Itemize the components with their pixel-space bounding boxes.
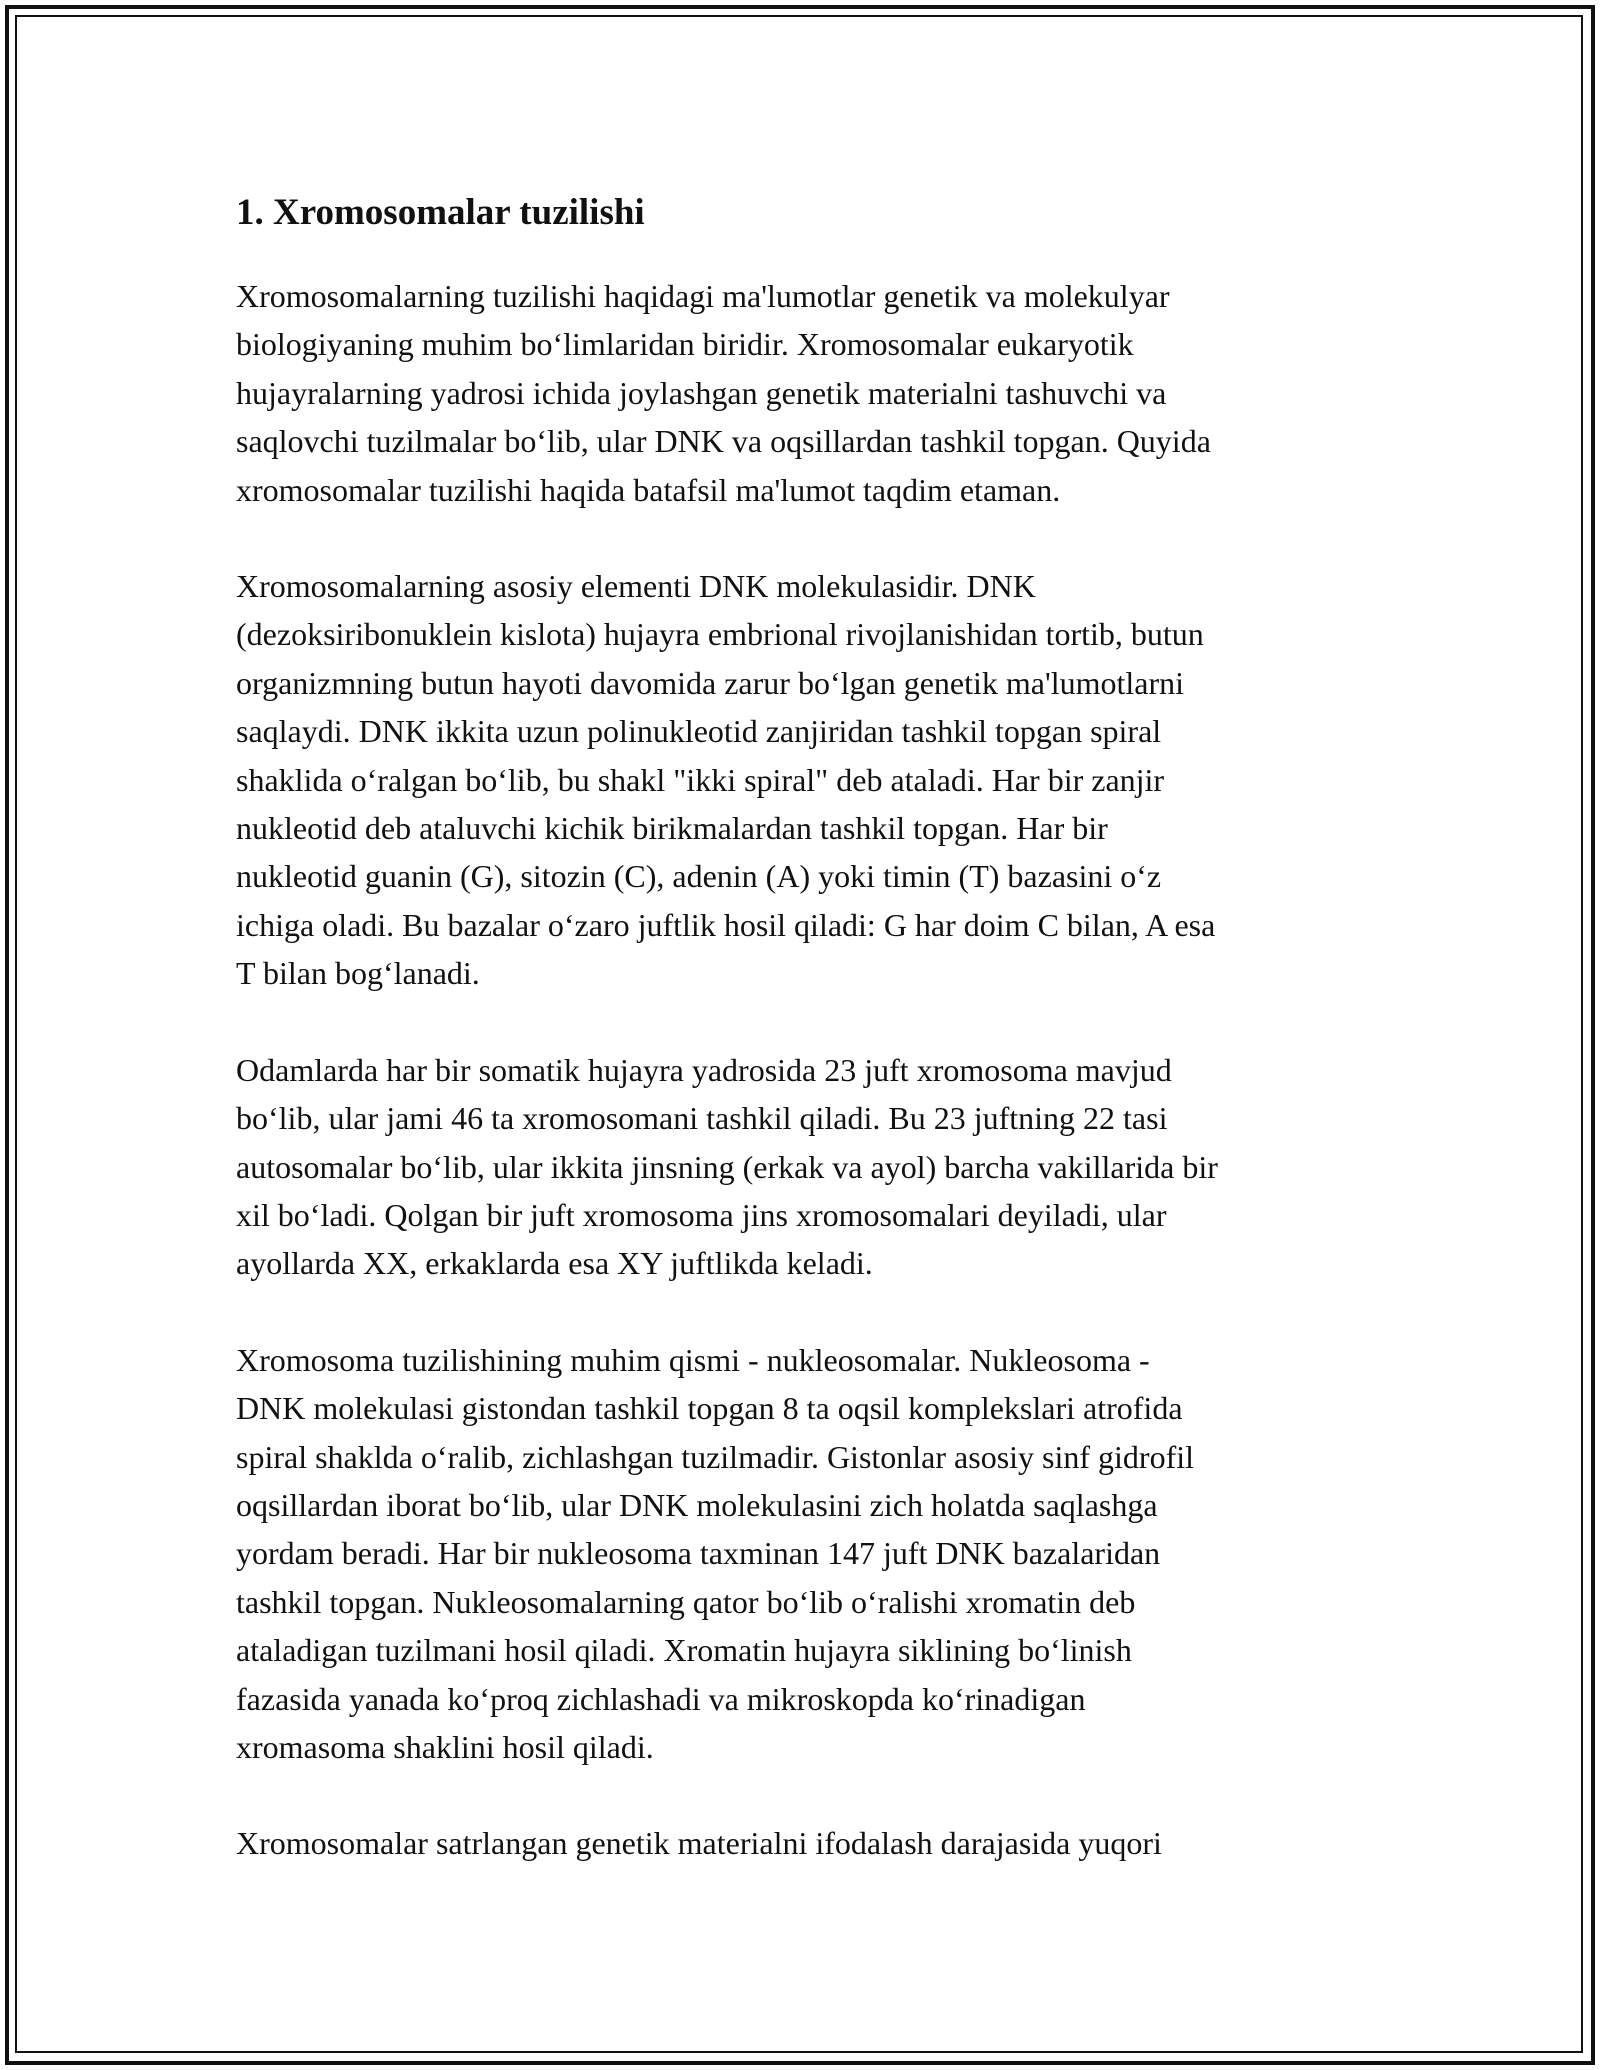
text-line: organizmning butun hayoti davomida zarur bo‘lgan genetik ma'lumotlarni [236,664,1185,701]
text-line: bo‘lib, ular jami 46 ta xromosomani tashkil qiladi. Bu 23 juftning 22 tasi [236,1100,1168,1137]
text-line: tashkil topgan. Nukleosomalarning qator bo‘lib o‘ralishi xromatin deb [236,1583,1136,1620]
text-line: Xromosomalarning asosiy elementi DNK molekulasidir. DNK [236,568,1036,605]
text-line: nukleotid guanin (G), sitozin (C), adenin (A) yoki timin (T) bazasini o‘z [236,858,1162,895]
text-line: oqsillardan iborat bo‘lib, ular DNK molekulasini zich holatda saqlashga [236,1486,1158,1523]
text-line: Xromosomalar satrlangan genetik materialni ifodalash darajasida yuqori [236,1825,1162,1862]
text-line: spiral shakldа o‘ralib, zichlashgan tuzilmadir. Gistonlar asosiy sinf gidrofil [236,1438,1195,1475]
text-line: xil bo‘ladi. Qolgan bir juft xromosoma jins xromosomalari deyiladi, ular [236,1196,1167,1233]
text-line: hujayralarning yadrosi ichida joylashgan genetik materialni tashuvchi va [236,374,1167,411]
text-line: fazasida yanada ko‘proq zichlashadi va mikroskopda ko‘rinadigan [236,1680,1086,1717]
document-body [236,184,1366,1916]
paragraph-intro [236,272,1366,514]
paragraph-dna [236,562,1366,998]
text-line: xromasoma shaklini hosil qiladi. [236,1728,654,1765]
text-line: nukleotid deb ataluvchi kichik birikmalardan tashkil topgan. Har bir [236,810,1108,847]
text-line: yordam beradi. Har bir nukleosoma taxminan 147 juft DNK bazalaridan [236,1535,1161,1572]
text-line: saqlovchi tuzilmalar bo‘lib, ular DNK va oqsillardan tashkil topgan. Quyida [236,423,1211,460]
paragraph-nucleosomes [236,1336,1366,1772]
text-line: Xromosoma tuzilishining muhim qismi - nukleosomalar. Nukleosoma - [236,1341,1150,1378]
text-line: ayollarda XX, erkaklarda esa XY juftlikda keladi. [236,1245,873,1282]
text-line: saqlaydi. DNK ikkita uzun polinukleotid zanjiridan tashkil topgan spiral [236,713,1162,750]
text-line: ichiga oladi. Bu bazalar o‘zaro juftlik hosil qiladi: G har doim C bilan, A esa [236,906,1216,943]
text-line: autosomalar bo‘lib, ular ikkita jinsning (erkak va ayol) barcha vakillarida bir [236,1148,1218,1185]
text-line: DNK molekulasi gistondan tashkil topgan 8 ta oqsil komplekslari atrofida [236,1390,1183,1427]
text-line: ataladigan tuzilmani hosil qiladi. Xromatin hujayra siklining bo‘linish [236,1632,1132,1669]
text-line: Odamlarda har bir somatik hujayra yadrosida 23 juft xromosoma mavjud [236,1051,1172,1088]
text-line: (dezoksiribonuklein kislota) hujayra embrional rivojlanishidan tortib, butun [236,616,1204,653]
text-line: Xromosomalarning tuzilishi haqidagi ma'lumotlar genetik va molekulyar [236,278,1170,314]
document-title: 1. Xromosomalar tuzilishi [236,192,645,233]
text-line: shaklida o‘ralgan bo‘lib, bu shakl "ikki spiral" deb ataladi. Har bir zanjir [236,761,1165,798]
text-line: biologiyaning muhim bo‘limlaridan biridir. Xromosomalar eukaryotik [236,326,1134,363]
paragraph-expression [236,1819,1366,1867]
text-line: T bilan bog‘lanadi. [236,955,480,992]
text-line: xromosomalar tuzilishi haqida batafsil ma'lumot taqdim etaman. [236,471,1061,508]
paragraph-human-chromosomes [236,1046,1366,1288]
